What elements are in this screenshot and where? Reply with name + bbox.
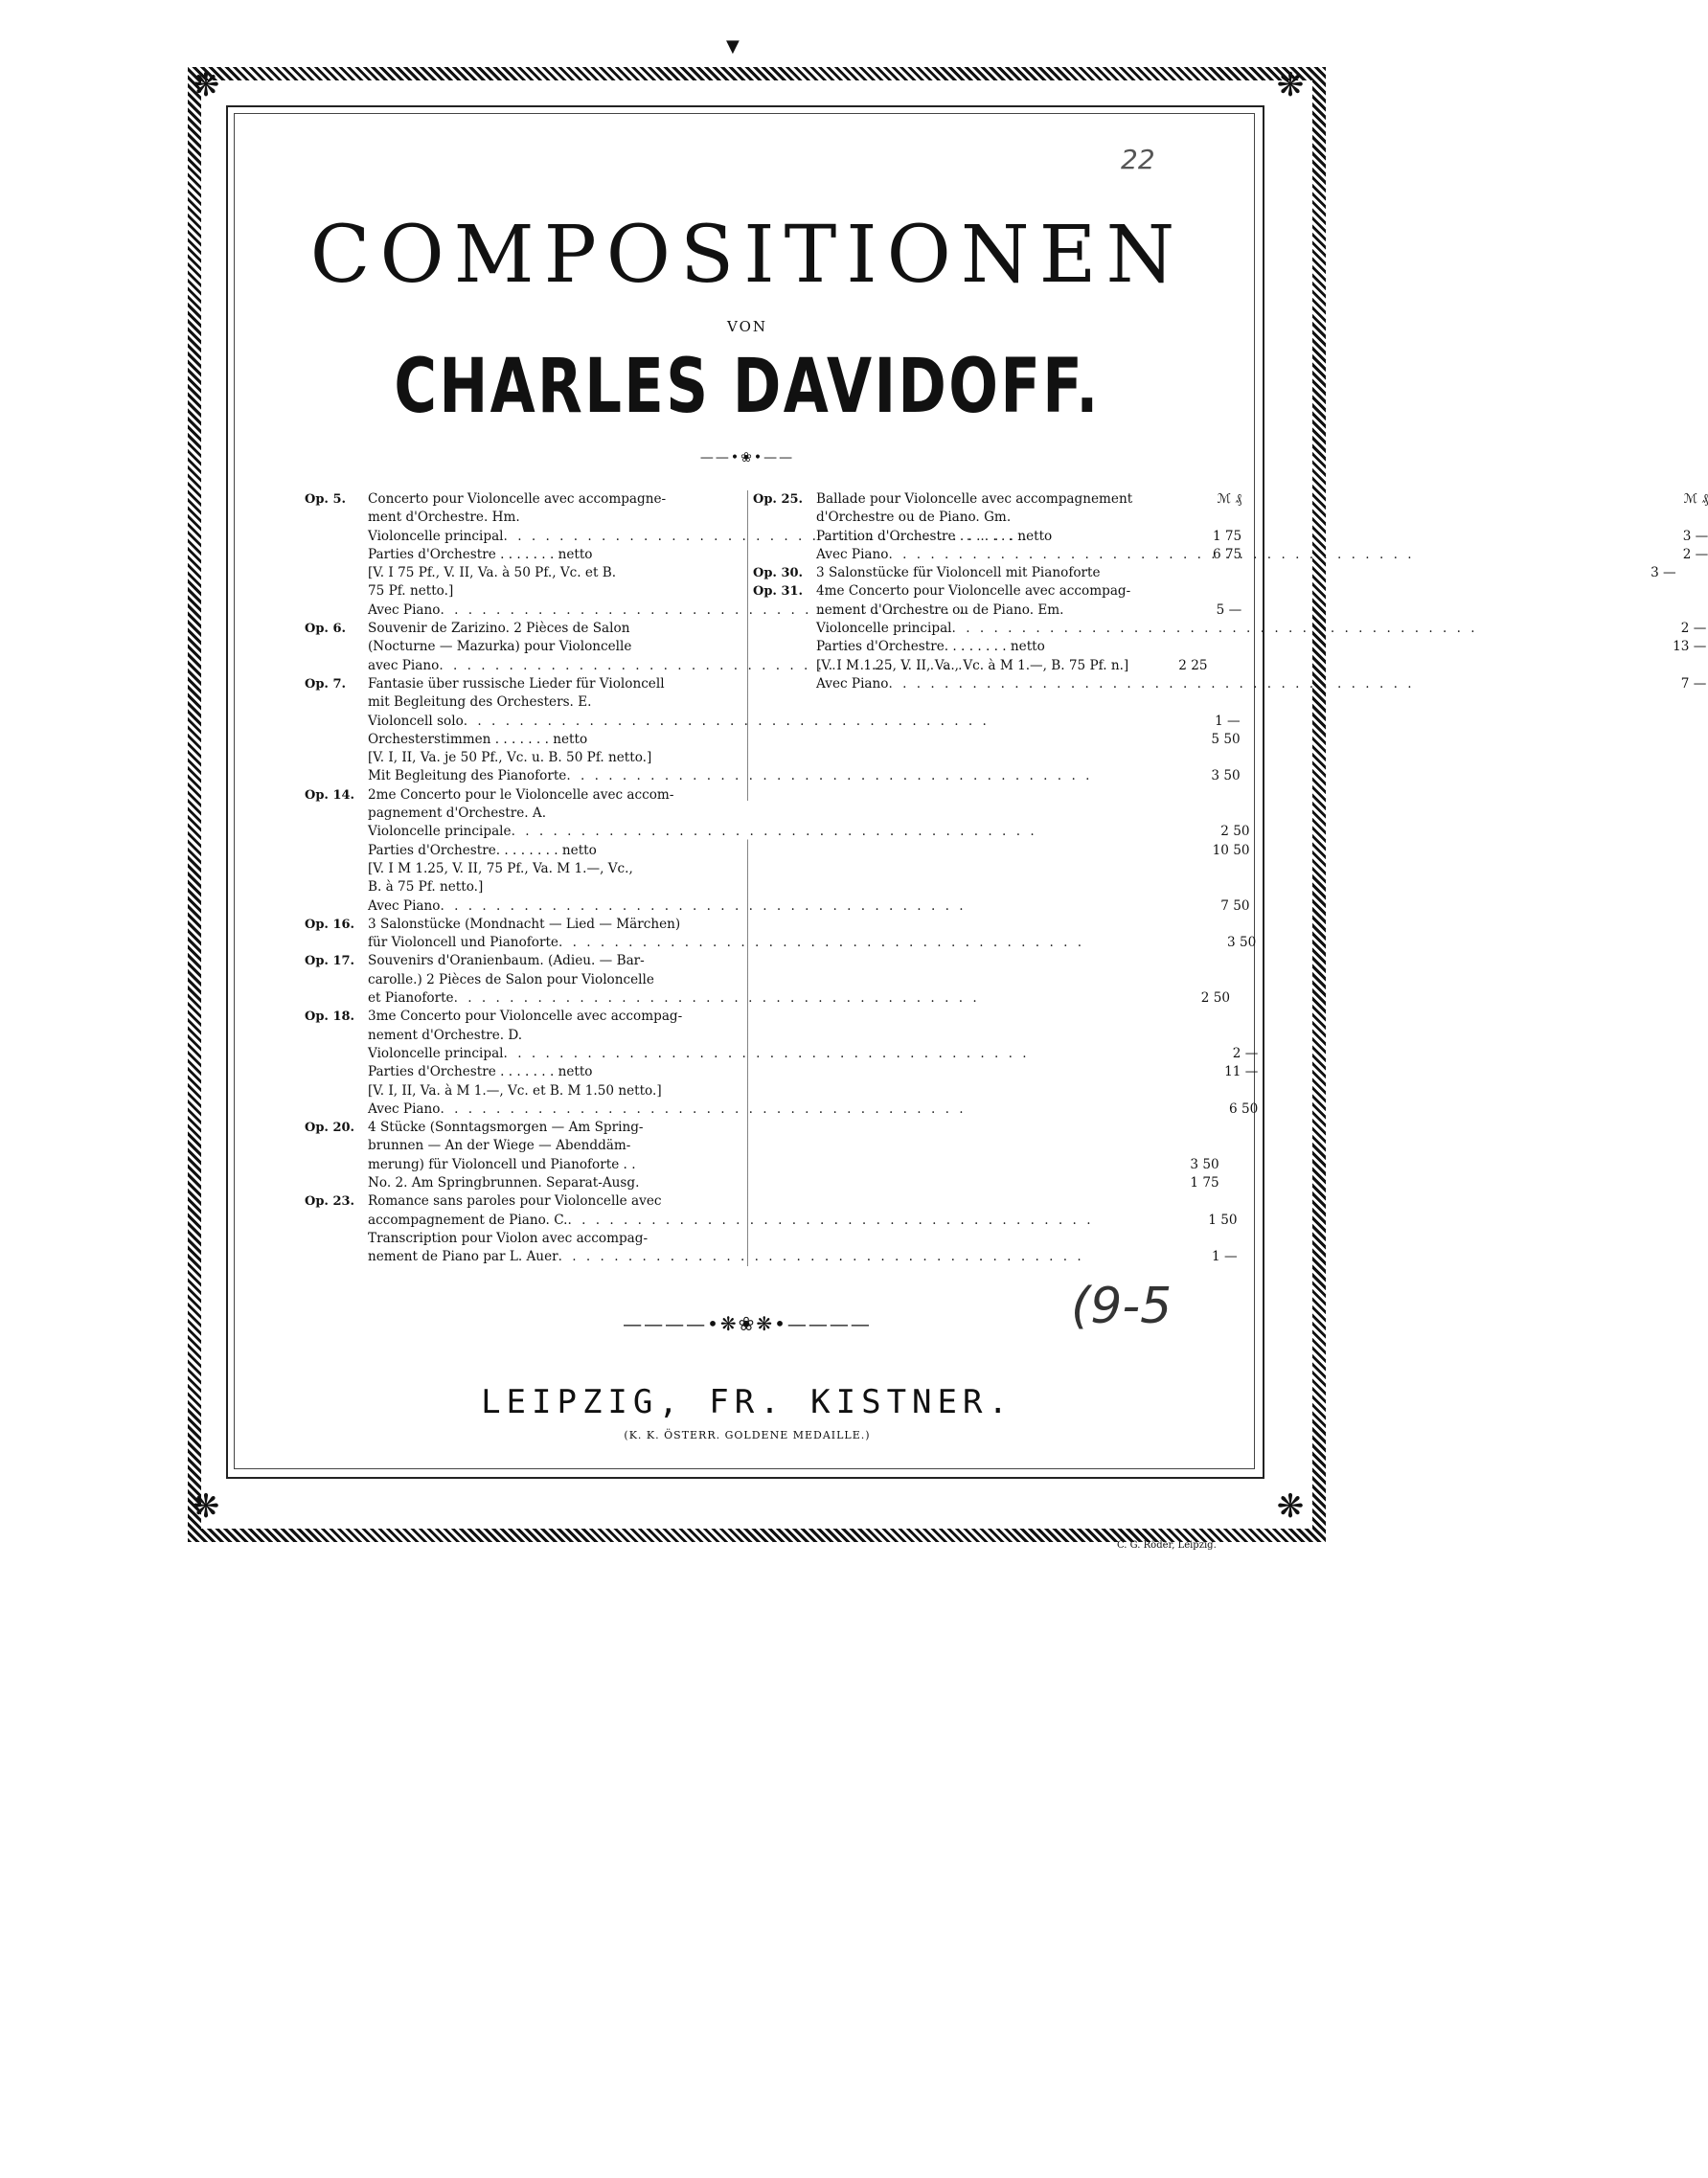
work-details (816, 490, 1708, 564)
work-line (368, 1008, 1258, 1026)
work-line (368, 934, 1256, 952)
price (1188, 1192, 1238, 1211)
work-line-text: 4 Stücke (Sonntagsmorgen — Am Spring- (368, 1120, 644, 1136)
work-line-text: [V. I 75 Pf., V. II, Va. à 50 Pf., Vc. et B. (368, 565, 617, 581)
price: 1 50 (1208, 1212, 1238, 1228)
work-line (816, 657, 1706, 675)
work-line (816, 528, 1708, 546)
price: 2 50 (1200, 990, 1230, 1007)
price: 6 50 (1229, 1100, 1259, 1117)
work-line-text: Parties d'Orchestre . . . . . . . netto (368, 1064, 593, 1080)
work-line (368, 749, 1241, 767)
price: 5 50 (1211, 731, 1241, 747)
work-line (816, 546, 1708, 564)
work-line (368, 713, 1241, 731)
work-line-text: et Pianoforte (368, 990, 454, 1007)
dot-leader (454, 989, 1180, 1008)
work-line (368, 1082, 1258, 1100)
work-line-text: Violoncelle principal (368, 1045, 504, 1061)
work-line-text: Souvenirs d'Oranienbaum. (Adieu. — Bar- (368, 953, 645, 969)
work-details (368, 786, 1250, 916)
work-line-text: [V. I, II, Va. à M 1.—, Vc. et B. M 1.50 netto.] (368, 1082, 662, 1099)
price: 1 75 (1212, 528, 1242, 544)
work-line (368, 971, 1230, 989)
work-line-text: Mit Begleitung des Pianoforte (368, 768, 567, 784)
price (1188, 1230, 1238, 1248)
work-line (816, 675, 1706, 693)
work-details (368, 952, 1230, 1008)
corner-ornament-icon: ❋ (192, 66, 220, 104)
price (1170, 1119, 1219, 1137)
price: 1 — (1215, 713, 1241, 729)
work-line-text: Violoncelle principal (368, 528, 504, 544)
corner-ornament-icon: ❋ (1276, 66, 1305, 104)
work-line (368, 1212, 1238, 1230)
work-entry (753, 564, 1676, 582)
work-line-text: avec Piano (368, 657, 440, 673)
work-entry (305, 916, 1257, 953)
work-line (368, 693, 1241, 712)
work-line-text: [V. I M 1.25, V. II, Va., Vc. à M 1.—, B. 75 Pf. n.] (816, 657, 1129, 673)
price: 3 — (1682, 528, 1708, 544)
dot-leader (888, 675, 1656, 693)
price (1208, 1027, 1258, 1045)
von-label: VON (727, 318, 767, 335)
work-line-text: Orchesterstimmen . . . . . . . netto (368, 731, 588, 747)
work-line-text: accompagnement de Piano. C. (368, 1212, 568, 1228)
work-line (368, 1119, 1219, 1137)
work-line (368, 952, 1230, 970)
opus-number: Op. 14. (305, 787, 355, 803)
work-line-text: 4me Concerto pour Violoncelle avec accompag- (816, 583, 1131, 600)
dot-leader (952, 620, 1657, 638)
price: 1 75 (1190, 1174, 1219, 1191)
price (1200, 786, 1250, 805)
dot-leader (512, 823, 1200, 841)
work-line (368, 1063, 1258, 1081)
work-line-text: Violoncelle principale (368, 824, 512, 840)
work-line (368, 916, 1256, 934)
price: 3 — (1651, 565, 1676, 581)
divider-ornament: ————•❋❀❋•———— (623, 1312, 872, 1335)
work-line (368, 805, 1250, 823)
price (1208, 1008, 1258, 1026)
work-line-text: Concerto pour Violoncelle avec accompagne- (368, 491, 667, 507)
dot-leader (558, 934, 1206, 952)
price: 2 50 (1220, 824, 1250, 840)
work-line (368, 1027, 1258, 1045)
price: 3 50 (1227, 935, 1257, 951)
work-line-text: (Nocturne — Mazurka) pour Violoncelle (368, 639, 632, 655)
work-line (368, 1192, 1238, 1211)
opus-number: Op. 16. (305, 917, 355, 932)
price (1180, 952, 1230, 970)
opus-number: Op. 31. (753, 584, 804, 600)
opus-number: Op. 30. (753, 566, 804, 581)
work-details (368, 1192, 1238, 1266)
work-details (368, 916, 1256, 953)
price (1191, 693, 1241, 712)
price (1206, 916, 1256, 934)
work-line (368, 1100, 1258, 1119)
work-details (816, 564, 1676, 582)
price (1170, 1137, 1219, 1155)
work-line-text: merung) für Violoncell und Pianoforte . . (368, 1156, 636, 1172)
work-line-text: Souvenir de Zarizino. 2 Pièces de Salon (368, 621, 630, 637)
price: 13 — (1673, 639, 1707, 655)
price: 7 50 (1220, 897, 1250, 914)
work-line (816, 638, 1706, 656)
work-line (368, 860, 1250, 878)
work-line-text: ment d'Orchestre. Hm. (368, 510, 520, 526)
work-line-text: d'Orchestre ou de Piano. Gm. (816, 510, 1012, 526)
work-line (368, 1045, 1258, 1063)
work-details (368, 1119, 1219, 1192)
work-line (368, 878, 1250, 896)
work-line-text: Avec Piano (368, 1100, 441, 1117)
price (1191, 749, 1241, 767)
work-line-text: No. 2. Am Springbrunnen. Separat-Ausg. (368, 1174, 640, 1191)
work-line-text: Avec Piano (816, 675, 889, 692)
opus-number: Op. 18. (305, 1010, 355, 1025)
divider-ornament: ——•❀•—— (699, 450, 795, 465)
opus-number: Op. 20. (305, 1121, 355, 1136)
work-line-text: Violoncelle principal (816, 621, 952, 637)
composer-name: CHARLES DAVIDOFF. (394, 344, 1101, 430)
opus-number: Op. 6. (305, 622, 347, 637)
price: 3 50 (1211, 768, 1241, 784)
work-line (816, 601, 1706, 620)
price: 10 50 (1212, 842, 1250, 858)
price: 2 — (1682, 546, 1708, 562)
price: 1 — (1212, 1249, 1238, 1265)
dot-leader (566, 767, 1190, 785)
opus-number: Op. 23. (305, 1194, 355, 1210)
opus-number: Op. 5. (305, 492, 347, 507)
work-line-text: 3 Salonstücke für Violoncell mit Pianoforte (816, 565, 1101, 581)
pencil-note: 22 (1121, 144, 1155, 175)
work-details (816, 582, 1706, 693)
price: 6 75 (1212, 546, 1242, 562)
work-line-text: pagnement d'Orchestre. A. (368, 805, 547, 822)
work-line-text: Parties d'Orchestre . . . . . . . netto (368, 546, 593, 562)
work-line-text: 2me Concerto pour le Violoncelle avec accom- (368, 786, 674, 803)
work-line-text: Fantasie über russische Lieder für Violoncell (368, 675, 665, 692)
price: 2 — (1232, 1045, 1259, 1061)
opus-number: Op. 25. (753, 492, 804, 507)
opus-number: Op. 17. (305, 954, 355, 969)
page-title: COMPOSITIONEN (309, 210, 1185, 301)
work-line (368, 1230, 1238, 1248)
work-line (368, 731, 1241, 749)
opus-number: Op. 7. (305, 676, 347, 692)
work-line-text: mit Begleitung des Orchesters. E. (368, 694, 592, 711)
work-line-text: Partition d'Orchestre . . . . . . . netto (816, 528, 1053, 544)
work-line-text: [V. I, II, Va. je 50 Pf., Vc. u. B. 50 Pf. netto.] (368, 750, 652, 766)
work-line-text: Parties d'Orchestre. . . . . . . . netto (816, 639, 1045, 655)
publisher: LEIPZIG, FR. KISTNER. (481, 1383, 1013, 1421)
price: 11 — (1224, 1064, 1259, 1080)
work-line (368, 1174, 1219, 1192)
dot-leader (464, 713, 1191, 731)
work-line (368, 1156, 1219, 1174)
work-line (368, 1137, 1219, 1155)
pencil-note: (9-5 (1071, 1278, 1173, 1335)
work-line (368, 1248, 1238, 1266)
price (1656, 601, 1706, 620)
work-entry (305, 1192, 1238, 1266)
work-entry (305, 1119, 1219, 1192)
work-line-text: Avec Piano (368, 897, 441, 914)
dot-leader (504, 1045, 1209, 1063)
dot-leader (440, 897, 1199, 916)
dot-leader (558, 1248, 1188, 1266)
price (1656, 657, 1706, 675)
corner-ornament-icon: ❋ (192, 1487, 220, 1526)
work-line-text: Avec Piano (816, 546, 889, 562)
printer-credit: C. G. Röder, Leipzig. (1117, 1540, 1217, 1551)
work-line (816, 564, 1676, 582)
work-line-text: nement d'Orchestre ou de Piano. Em. (816, 601, 1064, 618)
work-line (368, 786, 1250, 805)
work-line-text: nement d'Orchestre. D. (368, 1027, 523, 1043)
work-entry (305, 786, 1250, 916)
dot-leader (440, 1100, 1208, 1119)
medal-note: (K. K. ÖSTERR. GOLDENE MEDAILLE.) (624, 1429, 871, 1441)
dot-leader (567, 1212, 1187, 1230)
price (1658, 509, 1708, 527)
work-line-text: brunnen — An der Wiege — Abenddäm- (368, 1138, 631, 1154)
work-line (368, 823, 1250, 841)
work-line-text: Transcription pour Violon avec accompag- (368, 1230, 649, 1246)
price (1208, 1082, 1258, 1100)
work-line-text: für Violoncell und Pianoforte (368, 935, 558, 951)
work-line-text: Avec Piano (368, 601, 441, 618)
price: ℳ ₰ (1683, 491, 1708, 507)
work-line (816, 582, 1706, 601)
work-entry (305, 952, 1230, 1008)
work-line (368, 767, 1241, 785)
work-line-text: [V. I M 1.25, V. II, 75 Pf., Va. M 1.—, Vc., (368, 860, 633, 876)
price (1200, 878, 1250, 896)
dot-leader (888, 546, 1658, 564)
price (1200, 860, 1250, 878)
work-line (816, 490, 1708, 509)
work-line-text: carolle.) 2 Pièces de Salon pour Violoncelle (368, 971, 654, 987)
work-line-text: 3 Salonstücke (Mondnacht — Lied — Märchen) (368, 916, 681, 932)
work-line-text: B. à 75 Pf. netto.] (368, 879, 484, 896)
work-line-text: 3me Concerto pour Violoncelle avec accompag- (368, 1009, 683, 1025)
price: 2 — (1680, 621, 1707, 637)
work-line (368, 989, 1230, 1008)
work-line-text: Ballade pour Violoncelle avec accompagnement (816, 491, 1133, 507)
work-line-text: 75 Pf. netto.] (368, 583, 454, 600)
work-line-text: Parties d'Orchestre. . . . . . . . netto (368, 842, 597, 858)
price: ℳ ₰ (1217, 491, 1242, 507)
price (1180, 971, 1230, 989)
work-line-text: Romance sans paroles pour Violoncelle avec (368, 1193, 662, 1210)
corner-ornament-icon: ❋ (1276, 1487, 1305, 1526)
work-entry (305, 1008, 1259, 1119)
work-line (368, 897, 1250, 916)
work-line-text: nement de Piano par L. Auer (368, 1249, 558, 1265)
work-line (816, 509, 1708, 527)
price (1200, 805, 1250, 823)
work-line (816, 620, 1706, 638)
price (1656, 582, 1706, 601)
price: 7 — (1680, 675, 1707, 692)
price: 5 — (1216, 601, 1242, 618)
top-mark: ▼ (726, 36, 740, 57)
work-line-text: Violoncell solo (368, 713, 464, 729)
price: 2 25 (1178, 657, 1208, 673)
work-details (368, 1008, 1258, 1119)
price: 3 50 (1190, 1156, 1219, 1172)
work-line (368, 842, 1250, 860)
